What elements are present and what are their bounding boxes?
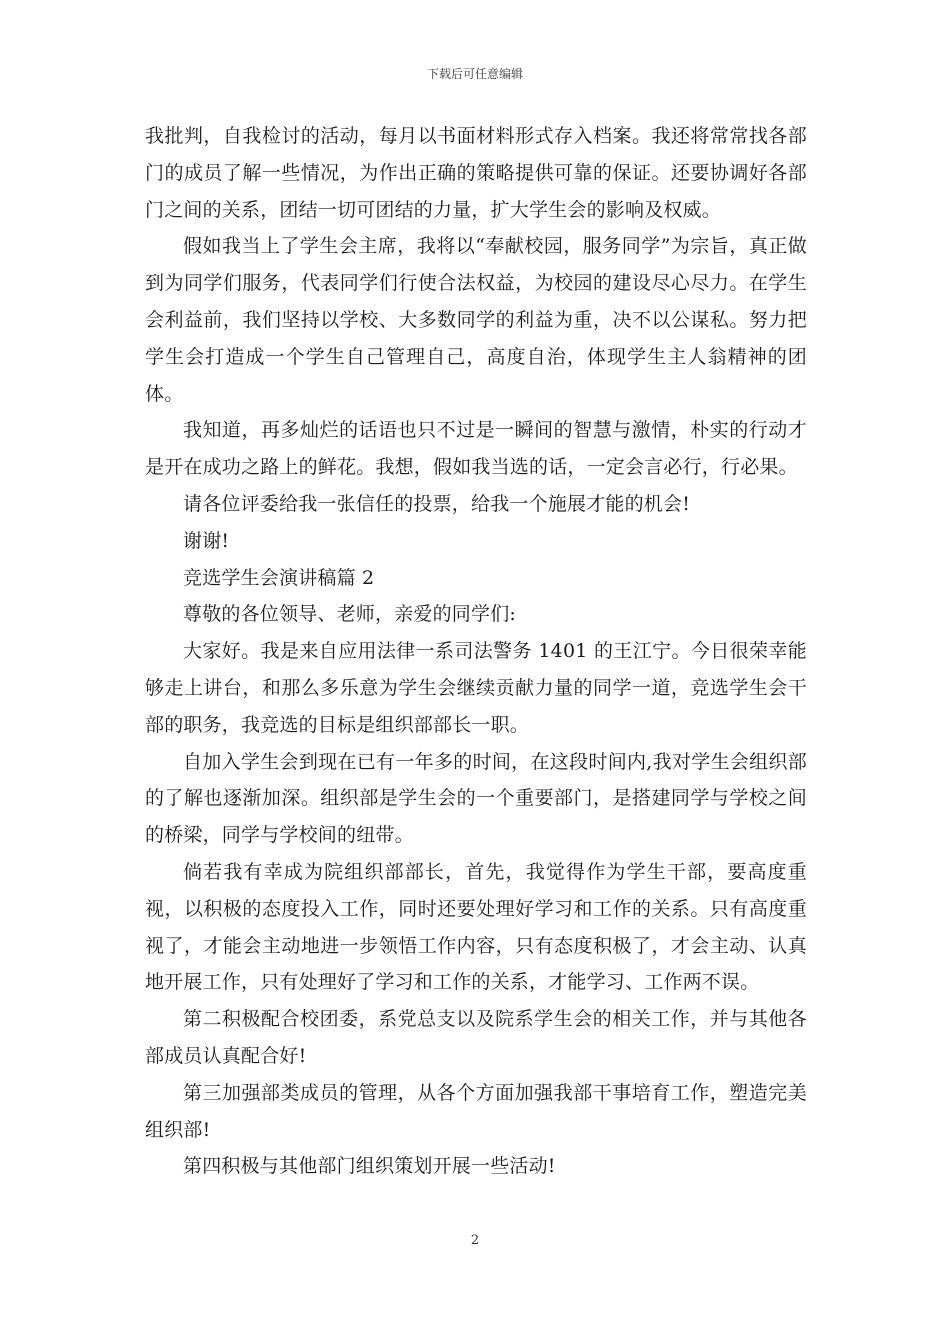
- page-header: 下载后可任意编辑: [426, 67, 523, 81]
- paragraph: 第三加强部类成员的管理，从各个方面加强我部干事培育工作，塑造完美组织部!: [145, 1081, 807, 1141]
- document-body: [145, 118, 807, 1185]
- paragraph: 谢谢!: [183, 529, 230, 552]
- salutation: 尊敬的各位领导、老师，亲爱的同学们:: [183, 603, 517, 626]
- paragraph: 倘若我有幸成为院组织部部长，首先，我觉得作为学生干部，要高度重视，以积极的态度投入工作，同时还要处理好学习和工作的关系。只有高度重视了，才能会主动地进一步领悟工作内容，只有态度积极了，才会主动、认真地开展工作，只有处理好了学习和工作的关系，才能学习、工作两不误。: [145, 860, 807, 994]
- paragraph: 第四积极与其他部门组织策划开展一些活动!: [183, 1155, 556, 1178]
- paragraph: 请各位评委给我一张信任的投票，给我一个施展才能的机会!: [183, 492, 691, 515]
- paragraph: 我知道，再多灿烂的话语也只不过是一瞬间的智慧与激情，朴实的行动才是开在成功之路上的鲜花。我想，假如我当选的话，一定会言必行，行必果。: [145, 419, 807, 479]
- paragraph: 自加入学生会到现在已有一年多的时间，在这段时间内,我对学生会组织部的了解也逐渐加深。组织部是学生会的一个重要部门，是搭建同学与学校之间的桥梁，同学与学校间的纽带。: [145, 750, 807, 847]
- paragraph: 我批判，自我检讨的活动，每月以书面材料形式存入档案。我还将常常找各部门的成员了解一些情况，为作出正确的策略提供可靠的保证。还要协调好各部门之间的关系，团结一切可团结的力量，扩大学生会的影响及权威。: [145, 125, 807, 221]
- paragraph: 第二积极配合校团委，系党总支以及院系学生会的相关工作，并与其他各部成员认真配合好!: [145, 1008, 807, 1067]
- paragraph: 大家好。我是来自应用法律一系司法警务 1401 的王江宁。今日很荣幸能够走上讲台，和那么多乐意为学生会继续贡献力量的同学一道，竞选学生会干部的职务，我竞选的目标是组织部部长一职。: [145, 640, 807, 736]
- section-title: 竞选学生会演讲稿篇 2: [183, 566, 375, 589]
- paragraph: 假如我当上了学生会主席，我将以“奉献校园，服务同学”为宗旨，真正做到为同学们服务，代表同学们行使合法权益，为校园的建设尽心尽力。在学生会利益前，我们坚持以学校、大多数同学的利益为重，决不以公谋私。努力把学生会打造成一个学生自己管理自己，高度自治，体现学生主人翁精神的团体。: [145, 235, 807, 405]
- page-number: 2: [470, 1233, 480, 1248]
